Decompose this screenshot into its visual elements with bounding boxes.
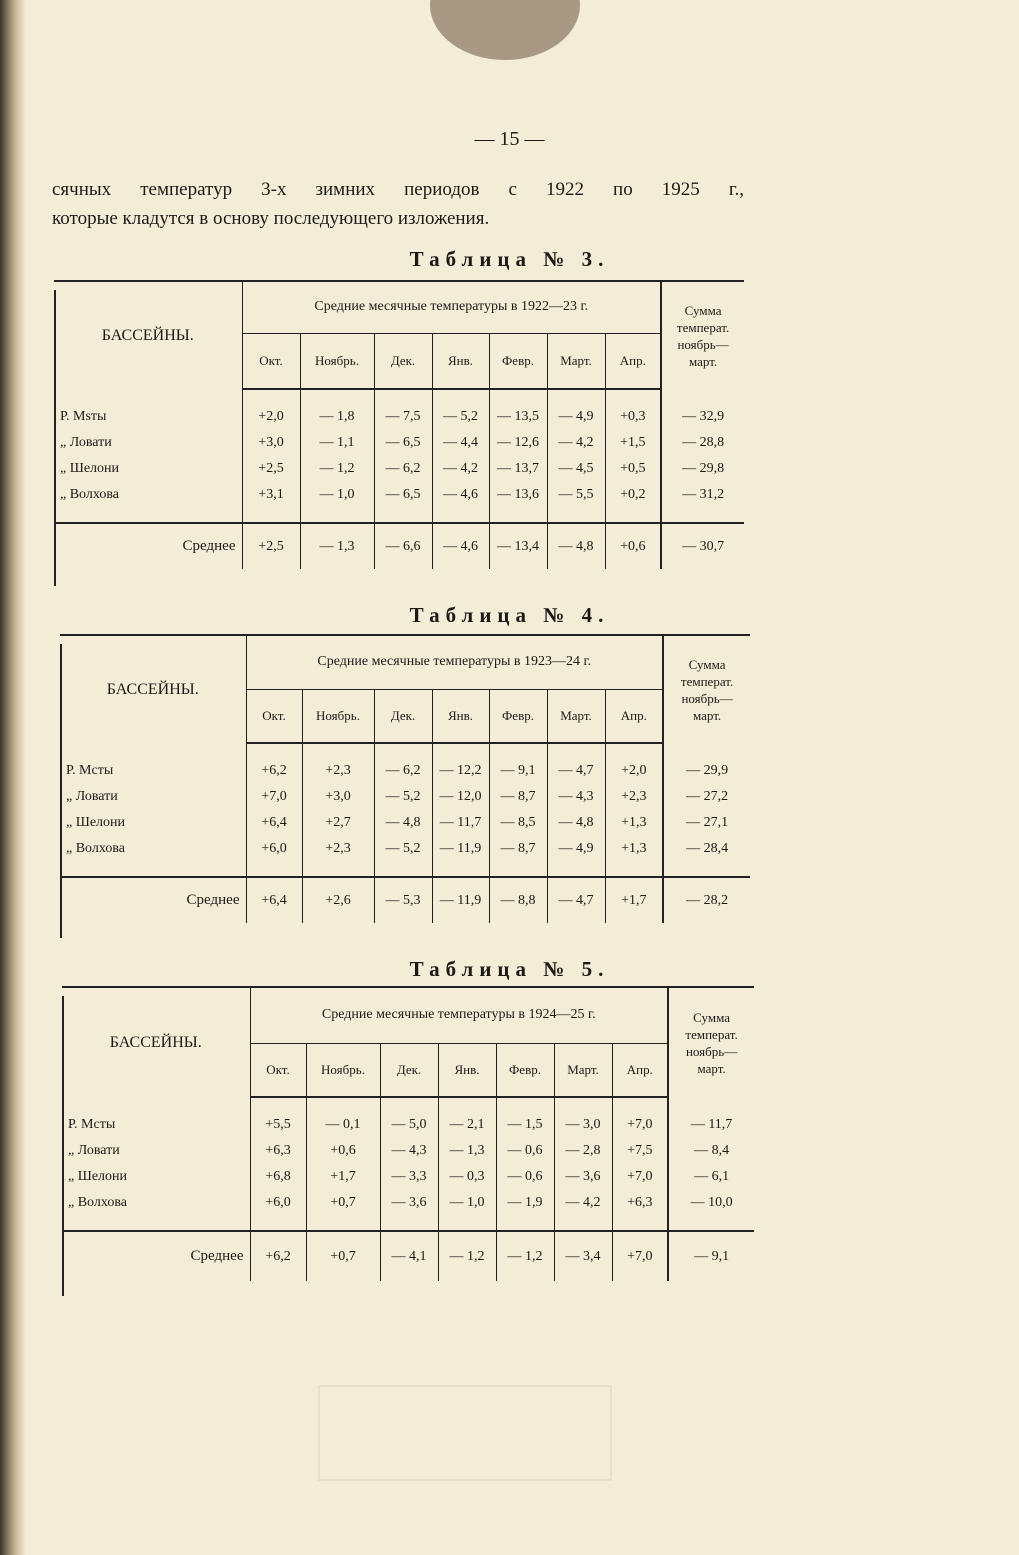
cell: — 11,7 [432, 810, 489, 836]
cell: +0,6 [605, 523, 661, 569]
cell: — 6,5 [374, 430, 432, 456]
cell: — 5,2 [374, 784, 432, 810]
cell: +2,3 [302, 758, 374, 784]
basin-name: „ Шелони [60, 810, 246, 836]
table-row [54, 456, 744, 482]
cell: — 1,3 [300, 523, 374, 569]
cell: — 9,1 [489, 758, 547, 784]
sum-header: Сумма температ. ноябрь— март. [668, 987, 754, 1097]
basin-name: „ Ловати [62, 1138, 250, 1164]
basin-name: „ Ловати [54, 430, 242, 456]
table-row [60, 836, 750, 862]
month-header: Ноябрь. [300, 333, 374, 389]
average-row [54, 523, 744, 569]
sum-cell: — 8,4 [668, 1138, 754, 1164]
sum-cell: — 28,8 [661, 430, 744, 456]
cell: — 4,8 [547, 810, 605, 836]
average-row [62, 1231, 754, 1281]
sum-cell: — 29,9 [663, 758, 750, 784]
sum-cell: — 28,4 [663, 836, 750, 862]
table-4 [60, 634, 750, 923]
cell: +0,2 [605, 482, 661, 508]
cell: — 0,1 [306, 1112, 380, 1138]
basin-header: БАССЕЙНЫ. [60, 635, 246, 743]
table-row [62, 1190, 754, 1216]
cell: — 2,1 [438, 1112, 496, 1138]
cell: — 3,6 [380, 1190, 438, 1216]
cell: — 6,2 [374, 758, 432, 784]
sum-cell: — 10,0 [668, 1190, 754, 1216]
cell: — 4,7 [547, 758, 605, 784]
cell: +0,3 [605, 404, 661, 430]
cell: +2,3 [302, 836, 374, 862]
cell: — 5,5 [547, 482, 605, 508]
cell: — 0,6 [496, 1164, 554, 1190]
cell: — 13,4 [489, 523, 547, 569]
table-5-caption: Таблица № 5. [409, 957, 610, 981]
cell: +3,1 [242, 482, 300, 508]
cell: — 5,0 [380, 1112, 438, 1138]
average-label: Среднее [60, 877, 246, 923]
cell: +7,0 [612, 1164, 668, 1190]
intro-line-1: сячных температур 3-х зимних периодов с 1922 по 1925 г., [52, 179, 744, 200]
month-header: Янв. [432, 333, 489, 389]
cell: +6,0 [250, 1190, 306, 1216]
cell: — 3,4 [554, 1231, 612, 1281]
cell: — 1,9 [496, 1190, 554, 1216]
cell: +7,0 [246, 784, 302, 810]
cell: +2,7 [302, 810, 374, 836]
month-header: Февр. [489, 333, 547, 389]
month-header: Март. [554, 1043, 612, 1097]
month-header: Ноябрь. [306, 1043, 380, 1097]
cell: — 8,7 [489, 836, 547, 862]
sum-header: Сумма температ. ноябрь— март. [663, 635, 750, 743]
table-row [60, 810, 750, 836]
cell: — 1,8 [300, 404, 374, 430]
table-row [62, 1112, 754, 1138]
cell: — 0,3 [438, 1164, 496, 1190]
basin-header: БАССЕЙНЫ. [62, 987, 250, 1097]
cell: — 4,3 [547, 784, 605, 810]
cell: — 6,2 [374, 456, 432, 482]
basin-name: „ Волхова [62, 1190, 250, 1216]
cell: — 4,7 [547, 877, 605, 923]
cell: — 4,8 [547, 523, 605, 569]
cell: — 4,5 [547, 456, 605, 482]
basin-name: Р. Мсты [60, 758, 246, 784]
sum-cell: — 29,8 [661, 456, 744, 482]
cell: +2,5 [242, 523, 300, 569]
cell: — 4,4 [432, 430, 489, 456]
cell: — 7,5 [374, 404, 432, 430]
basin-name: „ Волхова [54, 482, 242, 508]
cell: — 4,6 [432, 482, 489, 508]
basin-name: „ Шелони [62, 1164, 250, 1190]
cell: +6,4 [246, 877, 302, 923]
cell: +2,0 [242, 404, 300, 430]
cell: — 1,0 [300, 482, 374, 508]
basin-name: Р. Мсты [62, 1112, 250, 1138]
cell: +0,6 [306, 1138, 380, 1164]
cell: — 4,8 [374, 810, 432, 836]
paper-stain [430, 0, 580, 60]
month-header: Апр. [612, 1043, 668, 1097]
cell: — 13,5 [489, 404, 547, 430]
faded-library-stamp [318, 1385, 612, 1481]
cell: — 2,8 [554, 1138, 612, 1164]
group-header: Средние месячные температуры в 1922—23 г. [242, 281, 661, 333]
cell: +1,3 [605, 810, 663, 836]
cell: +7,0 [612, 1112, 668, 1138]
cell: +2,3 [605, 784, 663, 810]
group-header: Средние месячные температуры в 1923—24 г. [246, 635, 663, 689]
sum-header: Сумма температ. ноябрь—март. [661, 281, 744, 389]
month-header: Апр. [605, 689, 663, 743]
cell: — 11,9 [432, 877, 489, 923]
cell: — 8,8 [489, 877, 547, 923]
cell: — 4,9 [547, 404, 605, 430]
cell: +2,0 [605, 758, 663, 784]
cell: — 1,0 [438, 1190, 496, 1216]
cell: — 6,6 [374, 523, 432, 569]
month-header: Апр. [605, 333, 661, 389]
cell: — 3,3 [380, 1164, 438, 1190]
cell: — 1,3 [438, 1138, 496, 1164]
cell: +2,5 [242, 456, 300, 482]
cell: +1,7 [605, 877, 663, 923]
cell: — 1,2 [496, 1231, 554, 1281]
month-header: Янв. [438, 1043, 496, 1097]
month-header: Февр. [489, 689, 547, 743]
cell: +6,3 [250, 1138, 306, 1164]
month-header: Дек. [374, 689, 432, 743]
cell: — 0,6 [496, 1138, 554, 1164]
cell: +2,6 [302, 877, 374, 923]
cell: — 1,5 [496, 1112, 554, 1138]
table-row [62, 1164, 754, 1190]
intro-paragraph [52, 175, 744, 233]
basin-name: „ Волхова [60, 836, 246, 862]
basin-name: „ Шелони [54, 456, 242, 482]
cell: +1,3 [605, 836, 663, 862]
sum-cell: — 27,2 [663, 784, 750, 810]
cell: +6,4 [246, 810, 302, 836]
cell: +0,5 [605, 456, 661, 482]
cell: — 13,6 [489, 482, 547, 508]
cell: +3,0 [302, 784, 374, 810]
cell: +6,0 [246, 836, 302, 862]
cell: — 11,9 [432, 836, 489, 862]
table-3 [54, 280, 744, 569]
month-header: Март. [547, 333, 605, 389]
page-number: — 15 — [474, 128, 545, 150]
cell: +7,5 [612, 1138, 668, 1164]
table-row [60, 758, 750, 784]
month-header: Ноябрь. [302, 689, 374, 743]
table-4-caption: Таблица № 4. [409, 603, 610, 627]
month-header: Март. [547, 689, 605, 743]
sum-cell: — 6,1 [668, 1164, 754, 1190]
sum-cell: — 11,7 [668, 1112, 754, 1138]
cell: +6,2 [250, 1231, 306, 1281]
average-row [60, 877, 750, 923]
cell: — 4,1 [380, 1231, 438, 1281]
month-header: Окт. [250, 1043, 306, 1097]
table-row [60, 784, 750, 810]
sum-cell: — 31,2 [661, 482, 744, 508]
basin-name: Р. Msты [54, 404, 242, 430]
cell: +6,8 [250, 1164, 306, 1190]
cell: — 8,5 [489, 810, 547, 836]
cell: — 1,1 [300, 430, 374, 456]
cell: — 12,2 [432, 758, 489, 784]
cell: — 3,0 [554, 1112, 612, 1138]
cell: — 12,6 [489, 430, 547, 456]
cell: — 4,3 [380, 1138, 438, 1164]
cell: — 4,2 [547, 430, 605, 456]
cell: +0,7 [306, 1190, 380, 1216]
month-header: Дек. [380, 1043, 438, 1097]
cell: +6,2 [246, 758, 302, 784]
sum-cell: — 9,1 [668, 1231, 754, 1281]
intro-line-2: которые кладутся в основу последующего изложения. [52, 208, 490, 229]
cell: +7,0 [612, 1231, 668, 1281]
cell: +1,5 [605, 430, 661, 456]
basin-header: БАССЕЙНЫ. [54, 281, 242, 389]
cell: — 6,5 [374, 482, 432, 508]
cell: — 4,9 [547, 836, 605, 862]
cell: — 1,2 [438, 1231, 496, 1281]
cell: +5,5 [250, 1112, 306, 1138]
group-header: Средние месячные температуры в 1924—25 г. [250, 987, 668, 1043]
cell: — 4,2 [432, 456, 489, 482]
cell: — 5,3 [374, 877, 432, 923]
cell: — 1,2 [300, 456, 374, 482]
month-header: Янв. [432, 689, 489, 743]
average-label: Среднее [54, 523, 242, 569]
cell: +1,7 [306, 1164, 380, 1190]
table-row [54, 482, 744, 508]
month-header: Окт. [246, 689, 302, 743]
cell: +0,7 [306, 1231, 380, 1281]
basin-name: „ Ловати [60, 784, 246, 810]
table-row [54, 430, 744, 456]
cell: — 8,7 [489, 784, 547, 810]
cell: — 4,6 [432, 523, 489, 569]
table-row [54, 404, 744, 430]
cell: +3,0 [242, 430, 300, 456]
month-header: Дек. [374, 333, 432, 389]
sum-cell: — 28,2 [663, 877, 750, 923]
sum-cell: — 30,7 [661, 523, 744, 569]
cell: — 5,2 [374, 836, 432, 862]
table-row [62, 1138, 754, 1164]
table-3-caption: Таблица № 3. [409, 247, 610, 271]
cell: — 12,0 [432, 784, 489, 810]
cell: — 3,6 [554, 1164, 612, 1190]
average-label: Среднее [62, 1231, 250, 1281]
cell: — 13,7 [489, 456, 547, 482]
sum-cell: — 27,1 [663, 810, 750, 836]
table-5 [62, 986, 754, 1281]
month-header: Февр. [496, 1043, 554, 1097]
cell: — 4,2 [554, 1190, 612, 1216]
month-header: Окт. [242, 333, 300, 389]
cell: +6,3 [612, 1190, 668, 1216]
sum-cell: — 32,9 [661, 404, 744, 430]
cell: — 5,2 [432, 404, 489, 430]
book-spine-shadow [0, 0, 26, 1555]
